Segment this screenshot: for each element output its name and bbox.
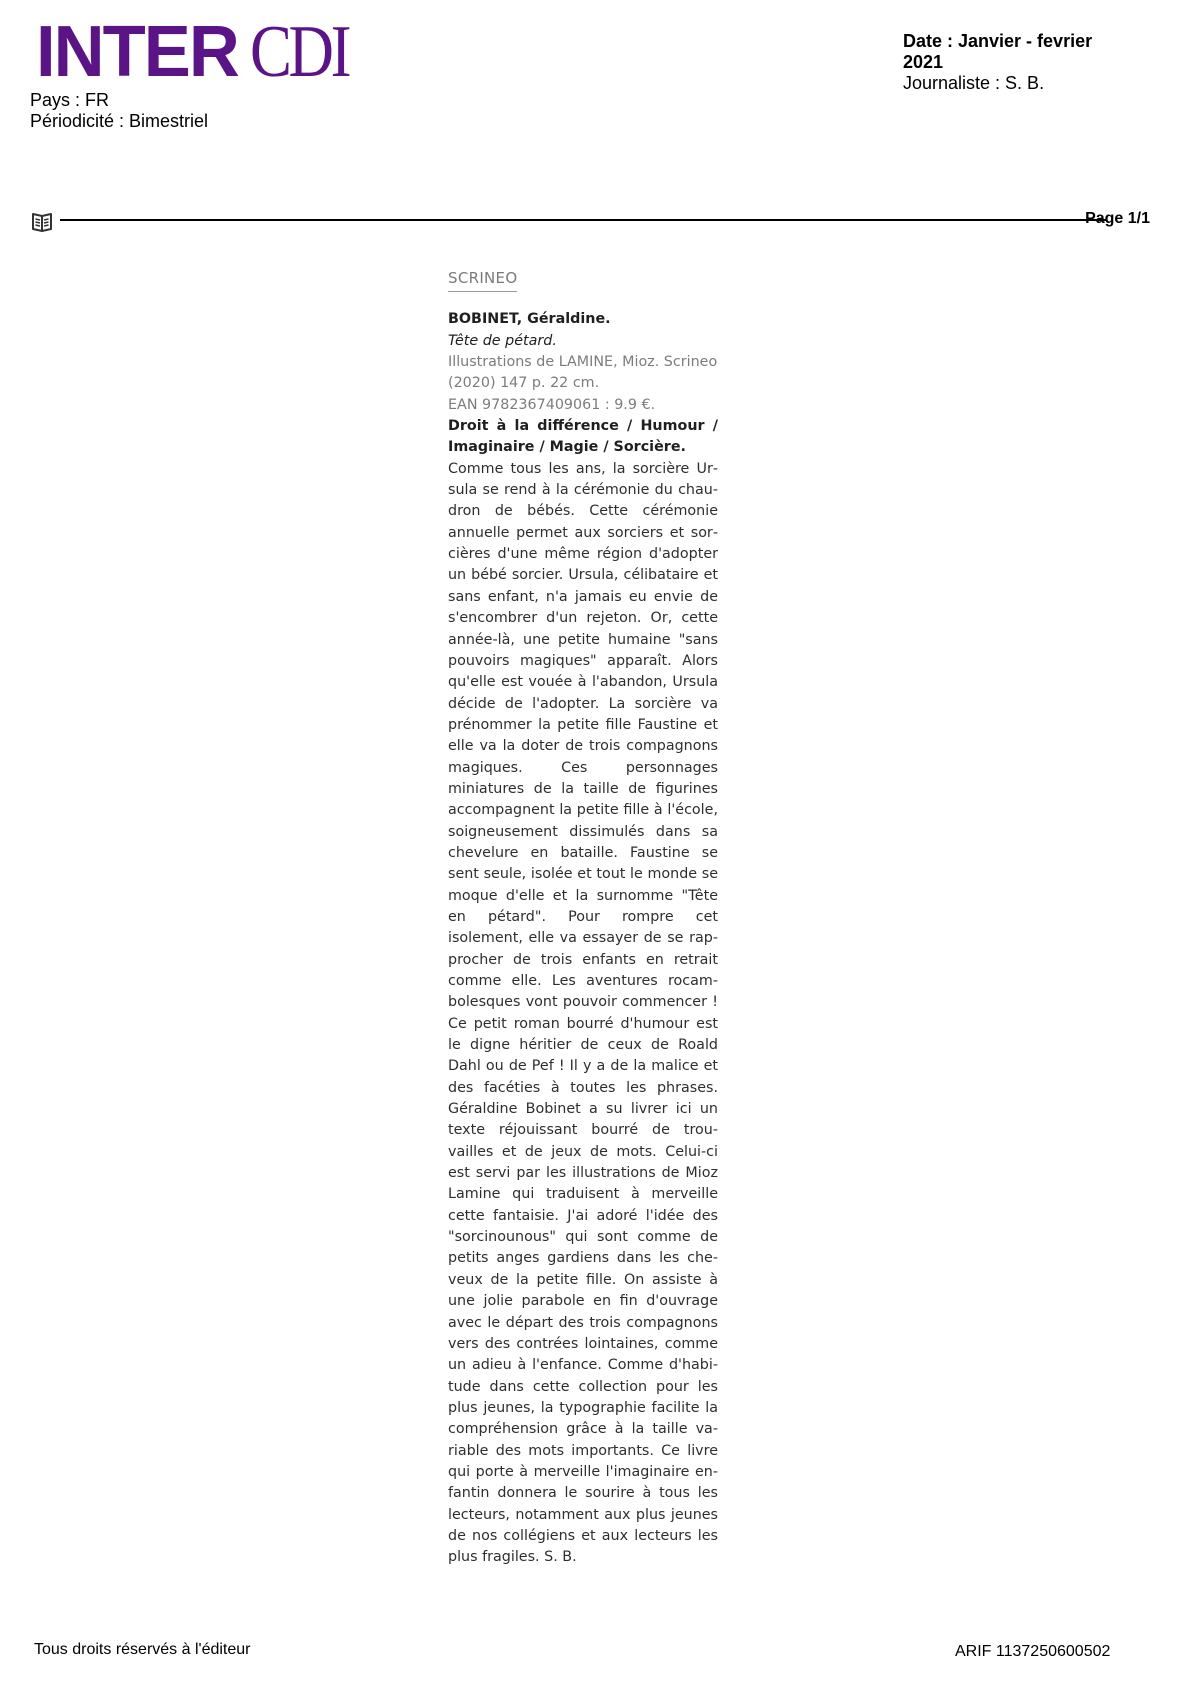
publication-info bbox=[30, 90, 208, 132]
page-number: Page 1/1 bbox=[1085, 210, 1150, 227]
country: Pays : FR bbox=[30, 90, 110, 110]
date-line-2: 2021 bbox=[903, 52, 944, 72]
publisher-label: SCRINEO bbox=[448, 268, 517, 292]
date-info bbox=[903, 31, 1133, 94]
page-separator bbox=[30, 210, 1150, 236]
book-review bbox=[448, 268, 718, 1569]
periodicity: Périodicité : Bimestriel bbox=[30, 111, 209, 131]
footer-reference: ARIF 1137250600502 bbox=[955, 1643, 1111, 1660]
book-icon bbox=[30, 210, 54, 234]
horizontal-rule bbox=[60, 219, 1106, 221]
book-illustrations: Illustrations de LAMINE, Mioz. Scrineo (2020) 147 p. 22 cm. bbox=[448, 354, 718, 392]
footer-rights: Tous droits réservés à l'éditeur bbox=[34, 1641, 251, 1658]
logo-inter: INTER bbox=[36, 12, 238, 92]
book-author: BOBINET, Géraldine. bbox=[448, 311, 611, 328]
intercdi-logo bbox=[36, 10, 365, 93]
review-body: Comme tous les ans, la sorcière Ursula se rend à la cérémonie du chaudron de bébés. Cette cérémonie annuelle permet aux sorciers et sorcières d'une même région d'adopter un bébé sorcier. Ursula, célibataire et sans enfant, n'a jamais eu envie de s'encombrer d'un rejeton. Or, cette année-là, une petite humaine "sans pouvoirs magiques" apparaît. Alors qu'elle est vouée à l'abandon, Ursula décide de l'adopter. La sorcière va prénommer la petite fille Faustine et elle va la doter de trois compagnons magiques. Ces personnages miniatures de la taille de figurines accompagnent la petite fille à l'école, soigneusement dissimulés dans sa chevelure en bataille. Faustine se sent seule, isolée et tout le monde se moque d'elle et la surnomme "Tête en pétard". Pour rompre cet isolement, elle va essayer de se rapprocher de trois enfants en retrait comme elle. Les aventures rocambolesques vont pouvoir commencer ! Ce petit roman bourré d'humour est le digne héritier de ceux de Roald Dahl ou de Pef ! Il y a de la malice et des facéties à toutes les phrases. Géraldine Bobinet a su livrer ici un texte réjouissant bourré de trouvailles et de jeux de mots. Celui-ci est servi par les illustrations de Mioz Lamine qui traduisent à merveille cette fantaisie. J'ai adoré l'idée des "sorcinounous" qui sont comme de petits anges gardiens dans les cheveux de la petite fille. On assiste à une jolie parabole en fin d'ouvrage avec le départ des trois compagnons vers des contrées lointaines, comme un adieu à l'enfance. Comme d'habitude dans cette collection pour les plus jeunes, la typographie facilite la compréhension grâce à la taille variable des mots importants. Ce livre qui porte à merveille l'imaginaire enfantin donnera le sourire à tous les lecteurs, notamment aux plus jeunes de nos collégiens et aux lecteurs les plus fragiles. S. B. bbox=[448, 460, 718, 1566]
journalist: Journaliste : S. B. bbox=[903, 73, 1045, 93]
book-title: Tête de pétard. bbox=[448, 332, 557, 349]
review-keywords: Droit à la différence / Humour / Imaginaire / Magie / Sorcière. bbox=[448, 418, 718, 456]
book-ean: EAN 9782367409061 : 9.9 €. bbox=[448, 396, 656, 413]
logo-cdi: CDI bbox=[250, 11, 349, 93]
date-line-1: Date : Janvier - fevrier bbox=[903, 31, 1093, 51]
